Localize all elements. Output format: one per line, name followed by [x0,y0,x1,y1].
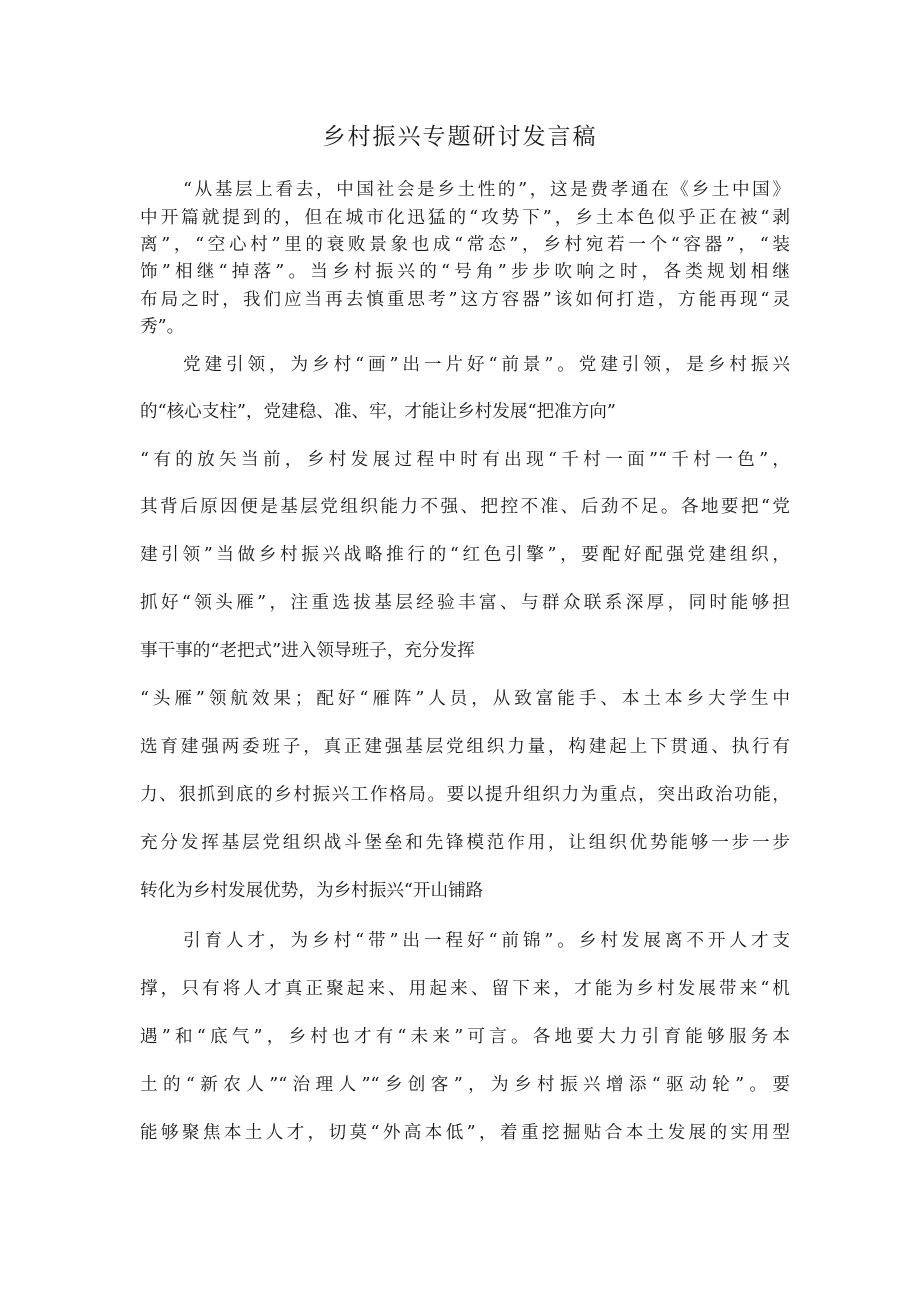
paragraph-line: “有的放矢当前，乡村发展过程中时有出现“千村一面”“千村一色”， [140,450,790,470]
document-title: 乡村振兴专题研讨发言稿 [322,124,598,150]
paragraph-line: 离”，“空心村”里的衰败景象也成“常态”，乡村宛若一个“容器”，“装 [140,235,790,255]
paragraph-line: “从基层上看去，中国社会是乡土性的”，这是费孝通在《乡土中国》 [183,180,790,200]
paragraph-line: 撑，只有将人才真正聚起来、用起来、留下来，才能为乡村发展带来“机 [140,979,790,999]
paragraph-line: 遇”和“底气”，乡村也才有“未来”可言。各地要大力引育能够服务本 [140,1027,790,1047]
paragraph-line: 充分发挥基层党组织战斗堡垒和先锋模范作用，让组织优势能够一步一步 [140,833,790,853]
paragraph-line: 事干事的“老把式”进入领导班子，充分发挥 [140,641,475,661]
paragraph-line: 党建引领，为乡村“画”出一片好“前景”。党建引领，是乡村振兴 [183,355,790,375]
paragraph-line: 抓好“领头雁”，注重选拔基层经验丰富、与群众联系深厚，同时能够担 [140,593,790,613]
paragraph-line: 秀”。 [140,317,185,337]
paragraph-line: 其背后原因便是基层党组织能力不强、把控不准、后劲不足。各地要把“党 [140,497,790,517]
paragraph-line: 引育人才，为乡村“带”出一程好“前锦”。乡村发展离不开人才支 [183,931,790,951]
paragraph-line: 布局之时，我们应当再去慎重思考”这方容器”该如何打造，方能再现“灵 [140,290,790,310]
paragraph-line: 饰”相继“掉落”。当乡村振兴的“号角”步步吹响之时，各类规划相继 [140,262,790,282]
paragraph-line: 的“核心支柱”，党建稳、准、牢，才能让乡村发展“把准方向” [140,402,616,422]
paragraph-line: “头雁”领航效果；配好“雁阵”人员，从致富能手、本土本乡大学生中 [140,689,790,709]
paragraph-line: 力、狠抓到底的乡村振兴工作格局。要以提升组织力为重点，突出政治功能， [140,785,790,805]
paragraph-line: 转化为乡村发展优势，为乡村振兴“开山铺路 [140,881,484,901]
paragraph-line: 中开篇就提到的，但在城市化迅猛的“攻势下”，乡土本色似乎正在被“剥 [140,208,790,228]
paragraph-line: 能够聚焦本土人才，切莫“外高本低”，着重挖掘贴合本土发展的实用型 [140,1123,790,1143]
paragraph-line: 建引领”当做乡村振兴战略推行的“红色引擎”，要配好配强党建组织， [140,545,790,565]
paragraph-line: 选育建强两委班子，真正建强基层党组织力量，构建起上下贯通、执行有 [140,737,790,757]
paragraph-line: 土的“新农人”“治理人”“乡创客”，为乡村振兴增添“驱动轮”。要 [140,1075,790,1095]
